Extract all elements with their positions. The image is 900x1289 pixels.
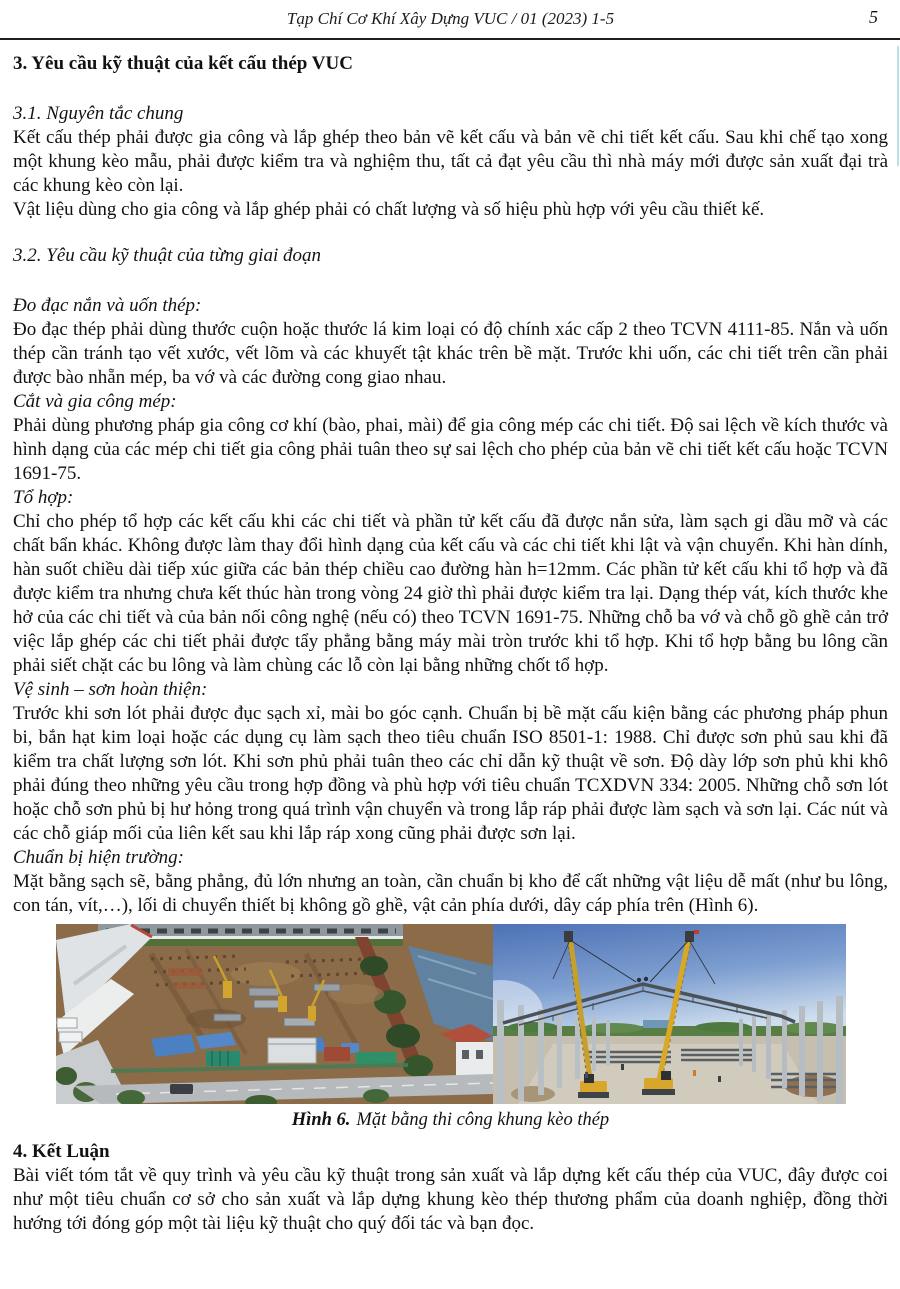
worker [636,978,640,982]
truss-erection-photo [493,924,846,1104]
scan-artifact-line [897,46,899,166]
stage-label: Đo đạc nắn và uốn thép: [13,295,202,316]
paragraph: Phải dùng phương pháp gia công cơ khí (bào, phai, mài) để gia công mép các chi tiết. Độ sai lệch về kích thước và hình dạng của các mép chi tiết gia công phải tuân theo sự sai lệch cho phép của bản vẽ chi tiết kết cấu hoặc TCVN 1691-75. [13,415,888,484]
red-container [324,1047,350,1061]
stage-block [13,678,888,846]
stage-label: Tổ hợp: [13,487,74,508]
paragraph: Bài viết tóm tắt về quy trình và yêu cầu kỹ thuật trong sản xuất và lắp dựng kết cấu thép của VUC, đây được coi như một tiêu chuẩn cơ sở cho sản xuất và lắp dựng khung kèo thép thương phẩm của doanh nghiệp, đồng thời hướng tới đóng góp một tài liệu kỹ thuật cho quý đối tác và bạn đọc. [13,1165,888,1234]
paragraph: Chỉ cho phép tổ hợp các kết cấu khi các chi tiết và phần tử kết cấu đã được nắn sửa, làm sạch gi dầu mỡ và các chất bẩn khác. Không được làm thay đổi hình dạng của kết cấu và các chi tiết khi lật và vận chuyển. Khi hàn dính, hàn suốt chiều dài tiếp xúc giữa các bản thép chiều cao đường hàn h=12mm. Các phần tử kết cấu khi tổ hợp và đã được kiểm tra nhưng chưa kết thúc hàn trong vòng 24 giờ thì phải được kiểm tra lại. Dạng thép vát, kích thước khe hở của các chi tiết và của bản nối công nghệ (nếu có) theo TCVN 1691-75. Những chỗ ba vớ và chỗ gồ ghề cản trở việc lắp ghép các chi tiết phải được tẩy phẳng bằng máy mài tròn trước khi tổ hợp. Khi tổ hợp bằng bu lông cần phải siết chặt các bu lông và làm chùng các lỗ còn lại bằng những chốt tổ hợp. [13,511,888,676]
stage-label: Cắt và gia công mép: [13,391,177,412]
figure-caption [13,1108,888,1132]
section-4-heading: 4. Kết Luận [13,1141,110,1162]
paragraph: Kết cấu thép phải được gia công và lắp ghép theo bản vẽ kết cấu và bản vẽ chi tiết kết cấu. Sau khi chế tạo xong một khung kèo mẫu, phải được kiểm tra và nghiệm thu, tất cả đạt yêu cầu thì nhà máy mới được sản xuất đại trà các khung kèo còn lại. [13,127,888,196]
running-head: Tạp Chí Cơ Khí Xây Dựng VUC / 01 (2023) 1-5 [286,9,615,28]
paragraph: Mặt bằng sạch sẽ, bằng phẳng, đủ lớn nhưng an toàn, cần chuẩn bị kho để cất những vật liệu dễ mất (như bu lông, con tán, vít,…), lối di chuyển thiết bị không gồ ghề, vật cản phía dưới, dây cáp phía trên (Hình 6). [13,871,888,916]
teal-container [206,1051,240,1066]
car [170,1084,193,1094]
paragraph: Vật liệu dùng cho gia công và lắp ghép phải có chất lượng và số hiệu phù hợp với yêu cầu thiết kế. [13,199,765,220]
figure-caption-label: Hình 6. [291,1110,351,1130]
page-number: 5 [869,7,878,27]
header-rule [0,38,900,40]
section-3-1-heading: 3.1. Nguyên tắc chung [13,103,184,124]
page-header [13,0,888,36]
stage-block [13,390,888,486]
white-site-office [268,1038,316,1063]
figure-caption-text: Mặt bằng thi công khung kèo thép [356,1110,610,1130]
stage-label: Vệ sinh – sơn hoàn thiện: [13,679,208,700]
section-3-2-heading: 3.2. Yêu cầu kỹ thuật của từng giai đoạn [13,245,321,266]
figure-6 [56,924,846,1104]
stage-block [13,294,888,390]
stage-block [13,486,888,678]
stage-block [13,846,888,918]
section-3-heading: 3. Yêu cầu kỹ thuật của kết cấu thép VUC [13,53,353,74]
stage-label: Chuẩn bị hiện trường: [13,847,184,868]
paragraph: Trước khi sơn lót phải được đục sạch xỉ, mài bo góc cạnh. Chuẩn bị bề mặt cấu kiện bằng các phương pháp phun bi, bắn hạt kim loại hoặc các dụng cụ làm sạch theo tiêu chuẩn ISO 8501-1: 1988. Chỉ được sơn phủ sau khi đã kiểm tra chất lượng sơn lót. Khi sơn phủ phải tuân theo các chỉ dẫn kỹ thuật về sơn. Độ dày lớp sơn phủ khi khô phải đúng theo những yêu cầu trong hợp đồng và phù hợp với tiêu chuẩn TCXDVN 334: 2005. Những chỗ sơn lót hoặc chỗ sơn phủ bị hư hỏng trong quá trình vận chuyển và trong lắp ráp phải được làm sạch và sơn lại. Các nút và các chỗ giáp mối của liên kết sau khi lắp ráp xong cũng phải được sơn lại. [13,703,888,844]
worker [643,977,647,981]
aerial-site-photo [56,924,493,1104]
paragraph: Đo đạc thép phải dùng thước cuộn hoặc thước lá kim loại có độ chính xác cấp 2 theo TCVN 4111-85. Nắn và uốn thép cần tránh tạo vết xước, vết lõm và các khuyết tật khác trên bề mặt. Trước khi uốn, các chi tiết trên cần phải được bào nhẵn mép, ba vớ và các đường cong giao nhau. [13,319,888,388]
